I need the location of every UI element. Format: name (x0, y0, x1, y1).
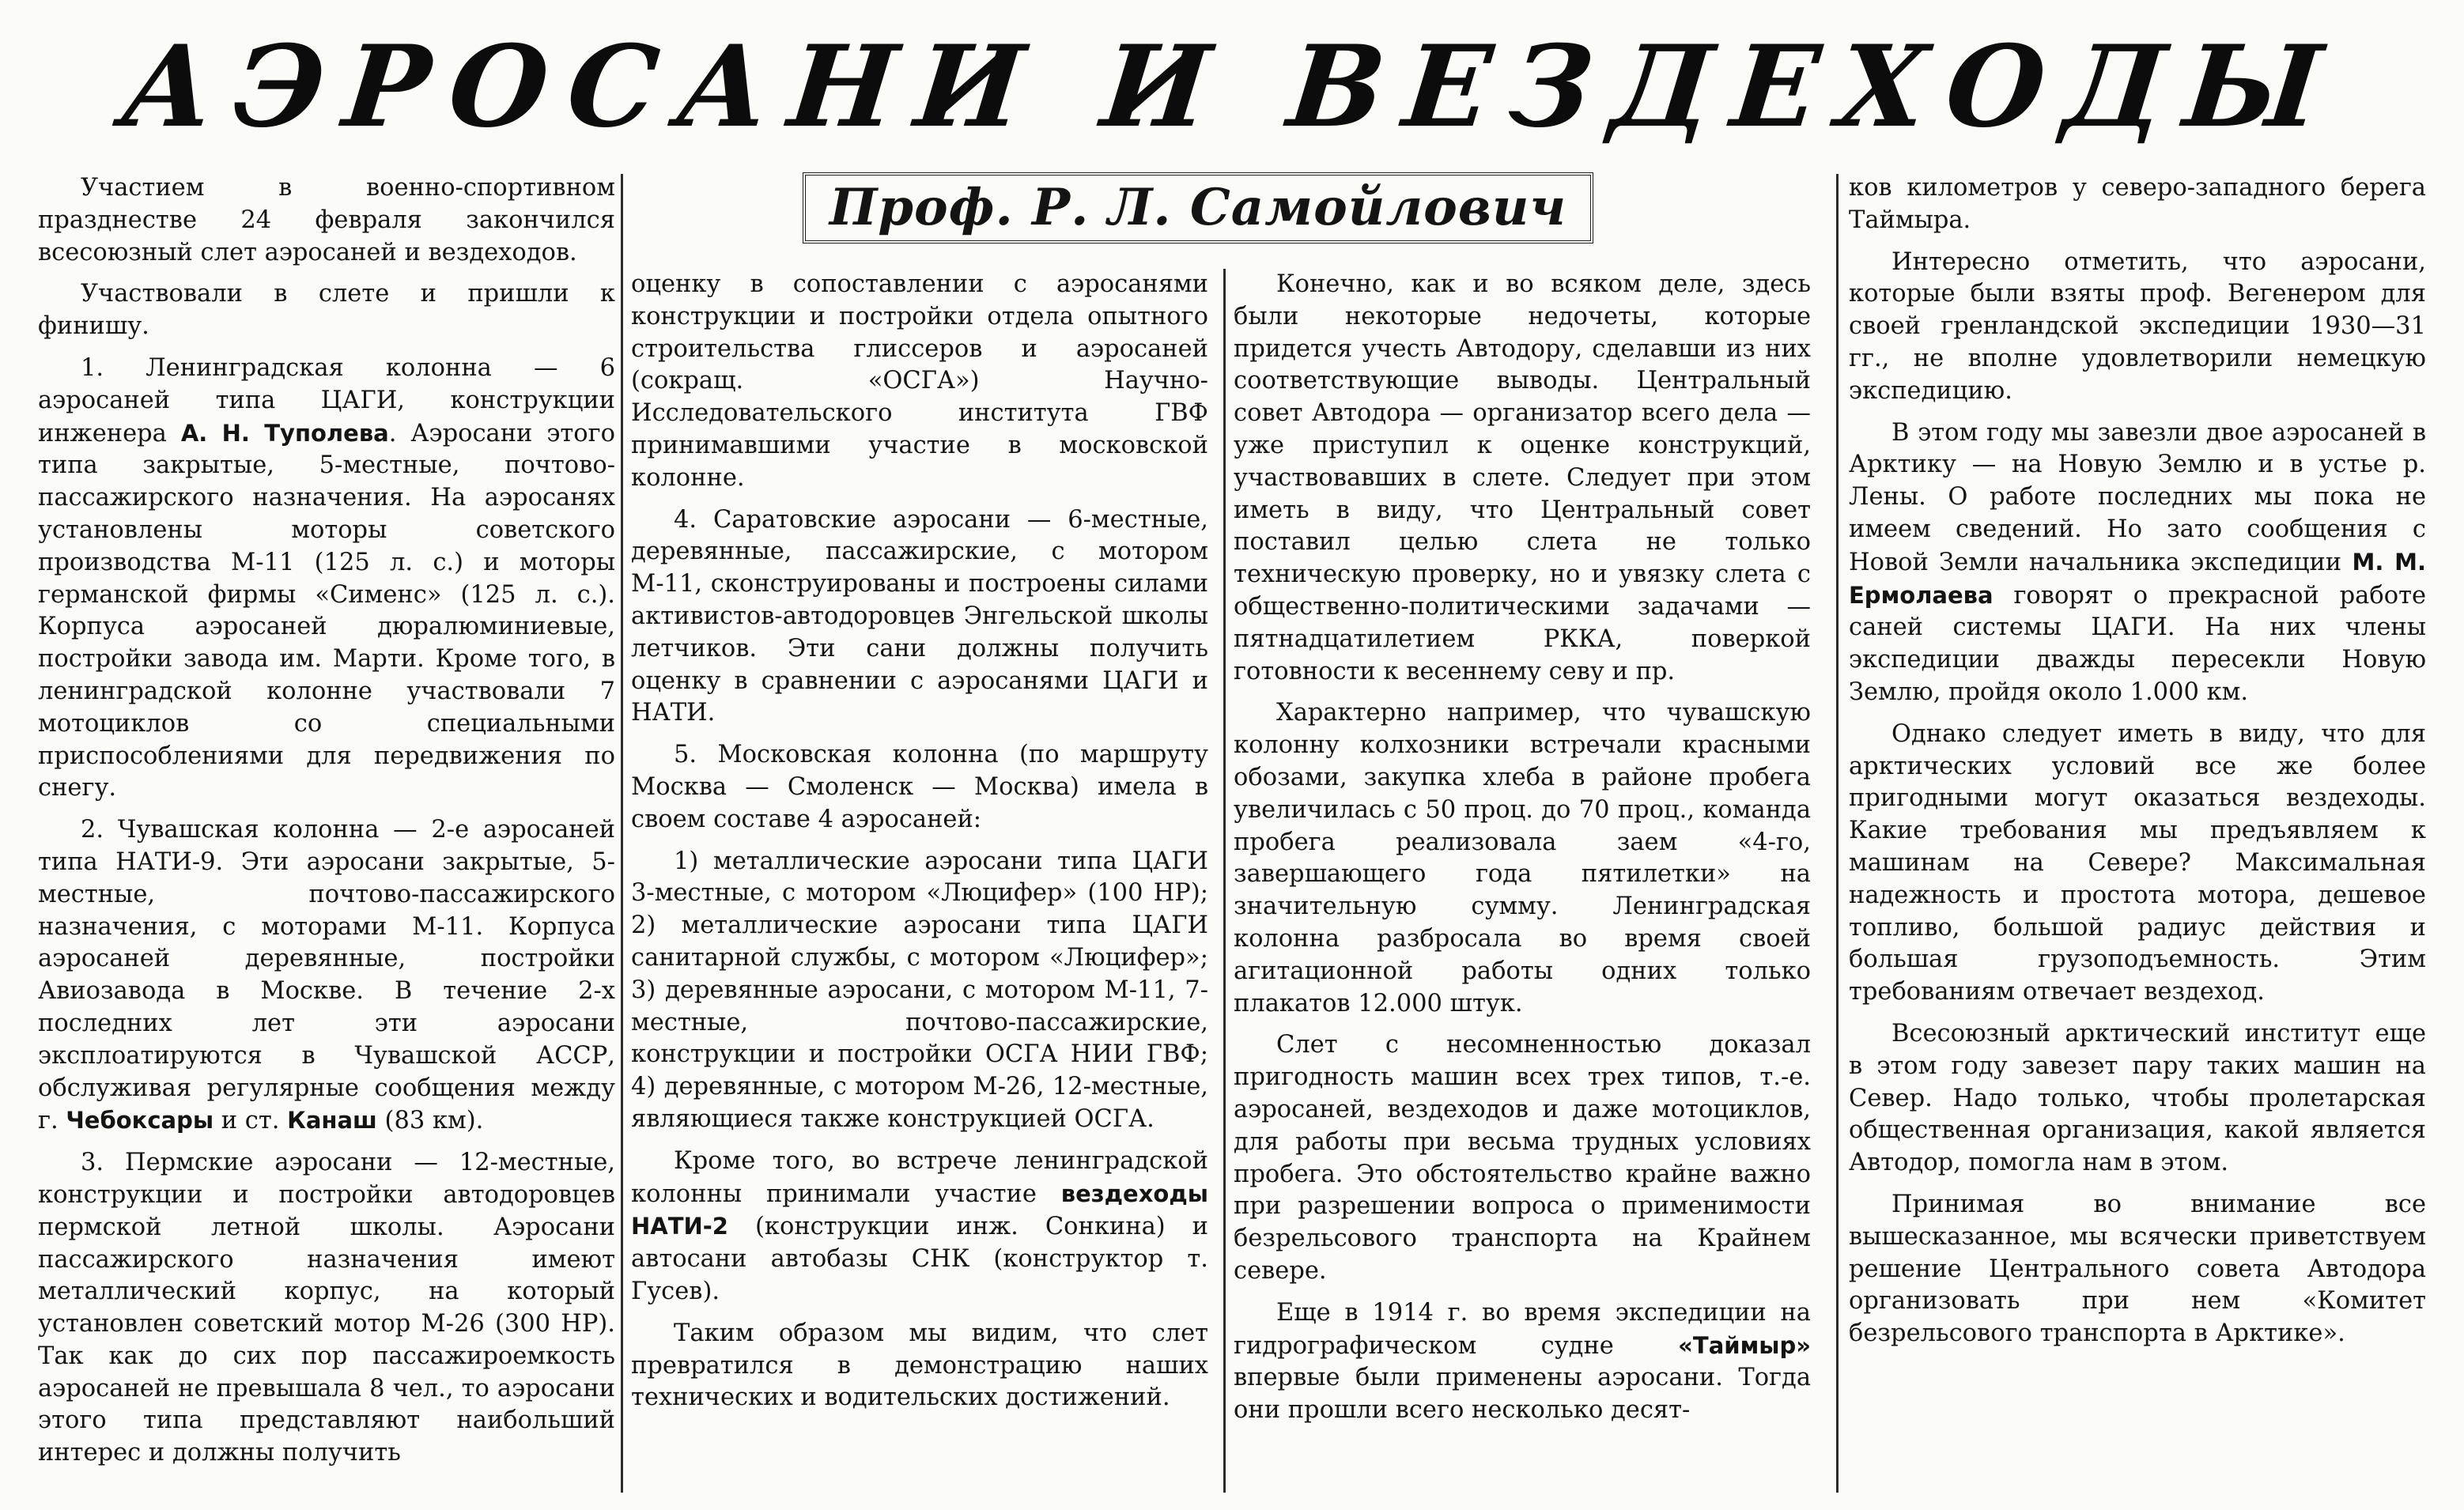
paragraph: Участием в военно-спортивном празднестве 24 февраля закончился всесоюзный слет аэросаней и вездеходов. (38, 174, 615, 266)
paragraph: Принимая во внимание все вышесказанное, мы всячески приветствуем решение Центрального совета Автодора организовать при нем «Комитет безрельсового транспорта в Арктике». (1849, 1190, 2426, 1348)
bold-name: М. М. Ермолаева (1849, 548, 2426, 609)
paragraph: 5. Московская колонна (по маршруту Москва — Смоленск — Москва) имела в своем составе 4 аэросаней: (631, 741, 1208, 833)
paragraph (1234, 1297, 1811, 1427)
bold-name: «Таймыр» (1678, 1331, 1811, 1359)
paragraph: 4. Саратовские аэросани — 6-местные, деревянные, пассажирские, с мотором М-11, сконструированы и построены силами активистов-автодоровцев Энгельской школы летчиков. Эти сани должны получить оценку в сравнении с аэросанями ЦАГИ и НАТИ. (631, 505, 1208, 727)
paragraph: Таким образом мы видим, что слет превратился в демонстрацию наших технических и водительских достижений. (631, 1319, 1208, 1412)
text-run: 2. Чувашская колонна — 2-е аэросаней типа НАТИ-9. Эти аэросани закрытые, 5-местные, почтово-пассажирского назначения, с моторами М-11. Корпуса аэросаней деревянные, постройки Авиозавода в Москве. В течение 2-х последних лет эти аэросани эксплоатируются в Чувашской АССР, обслуживая регулярные сообщения между г. (38, 816, 615, 1135)
paragraph (38, 814, 615, 1138)
text-run: В этом году мы завезли двое аэросаней в Арктику — на Новую Землю и в устье р. Лены. О работе последних мы пока не имеем сведений. Но зато сообщения с Новой Земли начальника экспедиции (1849, 418, 2426, 576)
column-rule (1223, 269, 1226, 1493)
text-run: впервые были применены аэросани. Тогда они прошли всего несколько десят- (1234, 1364, 1811, 1425)
paragraph: оценку в сопоставлении с аэросанями конструкции и постройки отдела опытного строительства глиссеров и аэросаней (сокращ. «ОСГА») Научно-Исследовательского института ГВФ принимавшими участие в московской колонне. (631, 270, 1208, 492)
text-run: и ст. (214, 1107, 288, 1135)
article-column-1 (38, 172, 615, 1494)
paragraph: 1) металлические аэросани типа ЦАГИ 3-местные, с мотором «Люцифер» (100 НР); 2) металлические аэросани типа ЦАГИ санитарной службы, с мотором «Люцифер»; 3) деревянные аэросани, с мотором М-11, 7-местные, почтово-пассажирские, конструкции и постройки ОСГА НИИ ГВФ; 4) деревянные, с мотором М-26, 12-местные, являющиеся также конструкцией ОСГА. (631, 847, 1208, 1133)
paragraph: Интересно отметить, что аэросани, которые были взяты проф. Вегенером для своей гренландской экспедиции 1930—31 гг., не вполне удовлетворили немецкую экспедицию. (1849, 247, 2426, 405)
text-run: Кроме того, во встрече ленинградской колонны принимали участие (631, 1146, 1208, 1208)
paragraph (38, 353, 615, 805)
paragraph: 3. Пермские аэросани — 12-местные, конструкции и постройки автодоровцев пермской летной школы. Аэросани пассажирского назначения имеют металлический корпус, на который установлен советский мотор М-26 (300 НР). Так как до сих пор пассажироемкость аэросаней не превышала 8 чел., то аэросани этого типа представляют наибольший интерес и должны получить (38, 1149, 615, 1467)
text-run: (83 км). (376, 1107, 484, 1135)
paragraph (1849, 417, 2426, 709)
column-rule (1836, 174, 1839, 1493)
paragraph (631, 1146, 1208, 1308)
bold-name: А. Н. Туполева (180, 419, 389, 447)
paragraph: ков километров у северо-западного берега Таймыра. (1849, 174, 2426, 234)
paragraph: Однако следует иметь в виду, что для арктических условий все же более пригодными могут оказаться вездеходы. Какие требования мы предъявляем к машинам на Севере? Максимальная надежность и простота мотора, дешевое топливо, большой радиус действия и большая грузоподъемность. Этим требованиям отвечает вездеход. (1849, 719, 2426, 1006)
paragraph: Конечно, как и во всяком деле, здесь были некоторые недочеты, которые придется учесть Автодору, сделавши из них соответствующие выводы. Центральный совет Автодора — организатор всего дела — уже приступил к оценке конструкций, участвовавших в слете. Следует при этом иметь в виду, что Центральный совет поставил целью слета не только техническую проверку, но и увязку слета с общественно-политическими задачами — пятнадцатилетием РККА, поверкой готовности к весеннему севу и пр. (1234, 270, 1811, 685)
column-rule (621, 174, 623, 1493)
headline: АЭРОСАНИ И ВЕЗДЕХОДЫ (115, 21, 2349, 153)
text-run: говорят о прекрасной работе саней системы ЦАГИ. На них члены экспедиции дважды пересекли Новую Землю, пройдя около 1.000 км. (1849, 581, 2426, 706)
paragraph: Характерно например, что чувашскую колонну колхозники встречали красными обозами, закупка хлеба в районе пробега увеличилась с 50 проц. до 70 проц., команда пробега реализовала заем «4-го, завершающего года пятилетки» на значительную сумму. Ленинградская колонна разбросала во время своей агитационной работы одних только плакатов 12.000 штук. (1234, 699, 1811, 1017)
text-run: . Аэросани этого типа закрытые, 5-местные, почтово-пассажирского назначения. На аэросанях установлены моторы советского производства М-11 (125 л. с.) и моторы германской фирмы «Сименс» (125 л. с.). Корпуса аэросаней дюралюминиевые, постройки завода им. Марти. Кроме того, в ленинградской колонне участвовали 7 мотоциклов со специальными приспособлениями для передвижения по снегу. (38, 419, 615, 802)
paragraph: Участвовали в слете и пришли к финишу. (38, 280, 615, 341)
bold-name: Чебоксары (66, 1107, 214, 1134)
paragraph: Всесоюзный арктический институт еще в этом году завезет пару таких машин на Север. Надо только, чтобы пролетарская общественная организация, какой является Автодор, помогла нам в этом. (1849, 1019, 2426, 1177)
text-run: (конструкции инж. Сонкина) и автосани автобазы СНК (конструктор т. Гусев). (631, 1213, 1208, 1305)
text-run: Еще в 1914 г. во время экспедиции на гидрографическом судне (1234, 1298, 1811, 1360)
paragraph: Слет с несомненностью доказал пригодность машин всех трех типов, т.-е. аэросаней, вездеходов и даже мотоциклов, для работы при весьма трудных условиях пробега. Это обстоятельство крайне важно при разрешении вопроса о применимости безрельсового транспорта на Крайнем севере. (1234, 1031, 1811, 1285)
byline-box (803, 172, 1593, 243)
text-run: 1. Ленинградская колонна — 6 аэросаней типа ЦАГИ, конструкции инженера (38, 353, 615, 447)
article-column-2 (631, 269, 1208, 1494)
byline: Проф. Р. Л. Самойлович (829, 178, 1567, 237)
bold-name: вездеходы НАТИ-2 (631, 1180, 1208, 1240)
bold-name: Канаш (287, 1107, 377, 1134)
article-column-3 (1234, 269, 1811, 1494)
article-column-4 (1849, 172, 2426, 1494)
